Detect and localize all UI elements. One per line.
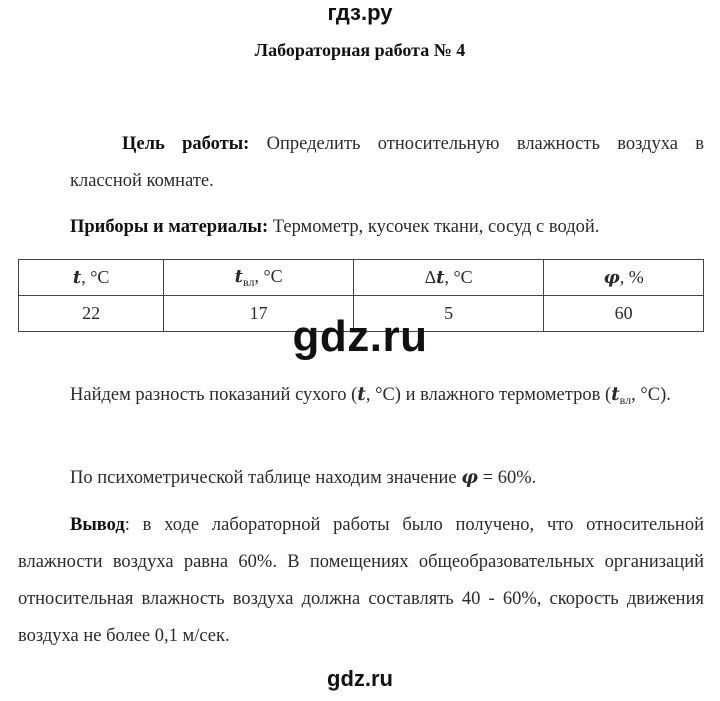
materials-text: Термометр, кусочек ткани, сосуд с водой. <box>272 217 600 237</box>
table-cell: 17 <box>164 296 354 332</box>
table-cell: 22 <box>19 296 164 332</box>
goal-text: Определить относительную влажность воздуха в классной комнате. <box>70 134 704 191</box>
watermark: gdz.ru <box>292 312 428 361</box>
header-cell-phi: φ, % <box>544 260 704 296</box>
header-cell-delta-t: Δt, °C <box>354 260 544 296</box>
conclusion-text: : в ходе лабораторной работы было получено, что относительной влажности воздуха равна 60%. В помещениях общеобразовательных организаций относительная влажность воздуха должна составлять 40 - 60%, скорость движения воздуха не более 0,1 м/сек. <box>18 515 704 646</box>
page-title: Лабораторная работа № 4 <box>254 40 466 60</box>
header-cell-t: t, °C <box>19 260 164 296</box>
table-header-row <box>19 260 704 296</box>
difference-paragraph: Найдем разность показаний сухого (t, °C) и влажного термометров ($t_{вл}$, °C). <box>70 384 671 407</box>
conclusion-paragraph <box>18 507 704 655</box>
goal-label: Цель работы: <box>122 134 250 154</box>
conclusion-label: Вывод <box>70 515 125 535</box>
materials-label: Приборы и материалы: <box>70 217 269 237</box>
table-cell: 60 <box>544 296 704 332</box>
psychrometric-paragraph: По психометрической таблице находим значение φ = 60%. <box>70 467 537 488</box>
table-cell: 5 <box>354 296 544 332</box>
header-cell-t-vl: $t_{вл}$, °C <box>164 260 354 296</box>
site-logo-top: гдз.ру <box>327 0 393 25</box>
materials-paragraph <box>18 209 704 246</box>
site-logo-bottom: gdz.ru <box>327 666 393 691</box>
goal-paragraph <box>70 126 704 200</box>
